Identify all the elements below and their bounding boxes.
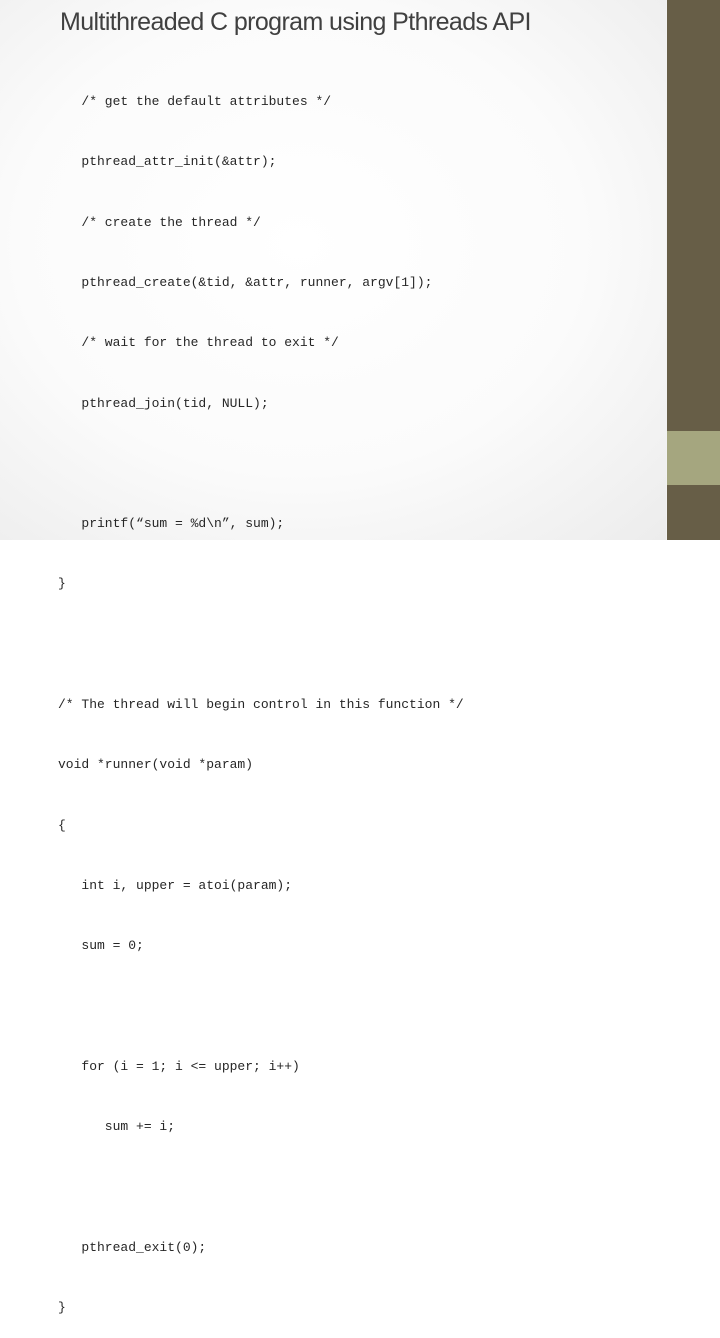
code-line: for (i = 1; i <= upper; i++) <box>58 1058 300 1074</box>
code-line <box>58 635 464 655</box>
code-line <box>58 1177 464 1197</box>
code-line: pthread_exit(0); <box>58 1239 207 1255</box>
code-line: { <box>58 817 66 833</box>
code-line: printf(“sum = %d\n”, sum); <box>58 516 285 532</box>
code-line: /* get the default attributes */ <box>58 94 332 110</box>
code-line: pthread_create(&tid, &attr, runner, argv[1]); <box>58 275 433 291</box>
slide-title: Multithreaded C program using Pthreads API <box>60 8 531 36</box>
code-line: pthread_join(tid, NULL); <box>58 395 269 411</box>
code-line: /* wait for the thread to exit */ <box>58 335 339 351</box>
code-line: int i, upper = atoi(param); <box>58 877 293 893</box>
code-block <box>58 52 464 1338</box>
code-line: } <box>58 576 66 592</box>
code-line <box>58 996 464 1016</box>
code-line: /* create the thread */ <box>58 214 261 230</box>
code-line: /* The thread will begin control in this function */ <box>58 697 464 712</box>
sidebar-divider <box>666 0 667 540</box>
sidebar-accent-block <box>666 431 720 485</box>
code-line: pthread_attr_init(&attr); <box>58 154 277 170</box>
code-line: sum = 0; <box>58 938 144 954</box>
code-line: } <box>58 1299 66 1315</box>
code-line: void *runner(void *param) <box>58 757 254 773</box>
code-line <box>58 454 464 474</box>
code-line: sum += i; <box>58 1118 176 1134</box>
